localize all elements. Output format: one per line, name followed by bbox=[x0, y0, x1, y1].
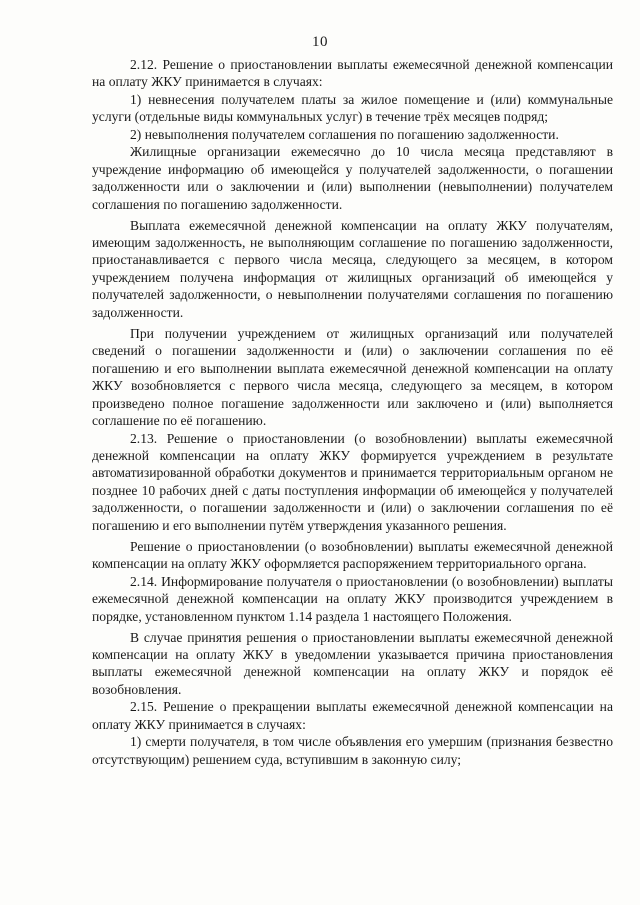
list-item-death: 1) смерти получателя, в том числе объявления его умершим (признания безвестно отсутствующим) решением суда, вступившим в законную силу; bbox=[92, 734, 613, 767]
paragraph-resumption: При получении учреждением от жилищных организаций или получателей сведений о погашении задолженности и (или) о заключении соглашения по её погашению и его выполнении выплата ежемесячной денежной компенсации на оплату ЖКУ возобновляется с первого числа месяца, следующего за месяцем, в котором произведено полное погашение задолженности или заключено и (или) выполняется соглашение по её погашению. bbox=[92, 325, 613, 429]
paragraph-2-15: 2.15. Решение о прекращении выплаты ежемесячной денежной компенсации на оплату ЖКУ принимается в случаях: bbox=[92, 699, 613, 732]
list-item-2: 2) невыполнения получателем соглашения по погашению задолженности. bbox=[130, 126, 559, 142]
paragraph-2-14: 2.14. Информирование получателя о приостановлении (о возобновлении) выплаты ежемесячной денежной компенсации на оплату ЖКУ производится учреждением в порядке, установленном пунктом 1.14 раздела 1 настоящего Положения. bbox=[92, 573, 613, 624]
list-item-1: 1) невнесения получателем платы за жилое помещение и (или) коммунальные услуги (отдельные виды коммунальных услуг) в течение трёх месяцев подряд; bbox=[92, 91, 613, 125]
paragraph-order: Решение о приостановлении (о возобновлении) выплаты ежемесячной денежной компенсации на оплату ЖКУ оформляется распоряжением территориального органа. bbox=[92, 538, 613, 572]
page-number: 10 bbox=[312, 34, 328, 50]
paragraph-housing-orgs: Жилищные организации ежемесячно до 10 числа месяца представляют в учреждение информацию об имеющейся у получателей задолженности, о погашении задолженности или о заключении и (или) выполнении (невыполнении) получателем соглашения по погашению задолженности. bbox=[92, 144, 613, 212]
paragraph-notification: В случае принятия решения о приостановлении выплаты ежемесячной денежной компенсации на оплату ЖКУ в уведомлении указывается причина приостановления выплаты ежемесячной денежной компенсации на оплату ЖКУ и порядок её возобновления. bbox=[92, 629, 613, 697]
paragraph-2-12: 2.12. Решение о приостановлении выплаты ежемесячной денежной компенсации на оплату ЖКУ принимается в случаях: bbox=[92, 57, 613, 90]
document-body bbox=[92, 56, 613, 768]
paragraph-suspension: Выплата ежемесячной денежной компенсации на оплату ЖКУ получателям, имеющим задолженность, не выполняющим соглашение по погашению задолженности, приостанавливается с первого числа месяца, следующего за месяцем, в котором учреждением получена информация от жилищных организаций об имеющейся у получателей задолженности, о невыполнении получателями соглашения по погашению задолженности. bbox=[92, 217, 613, 320]
paragraph-2-13: 2.13. Решение о приостановлении (о возобновлении) выплаты ежемесячной денежной компенсации на оплату ЖКУ формируется учреждением в результате автоматизированной обработки документов и принимается территориальным органом не позднее 10 рабочих дней с даты поступления информации об имеющейся у получателей задолженности, о погашении задолженности и (или) о заключении соглашения по её погашению и его выполнении путём утверждения указанного решения. bbox=[92, 430, 613, 533]
